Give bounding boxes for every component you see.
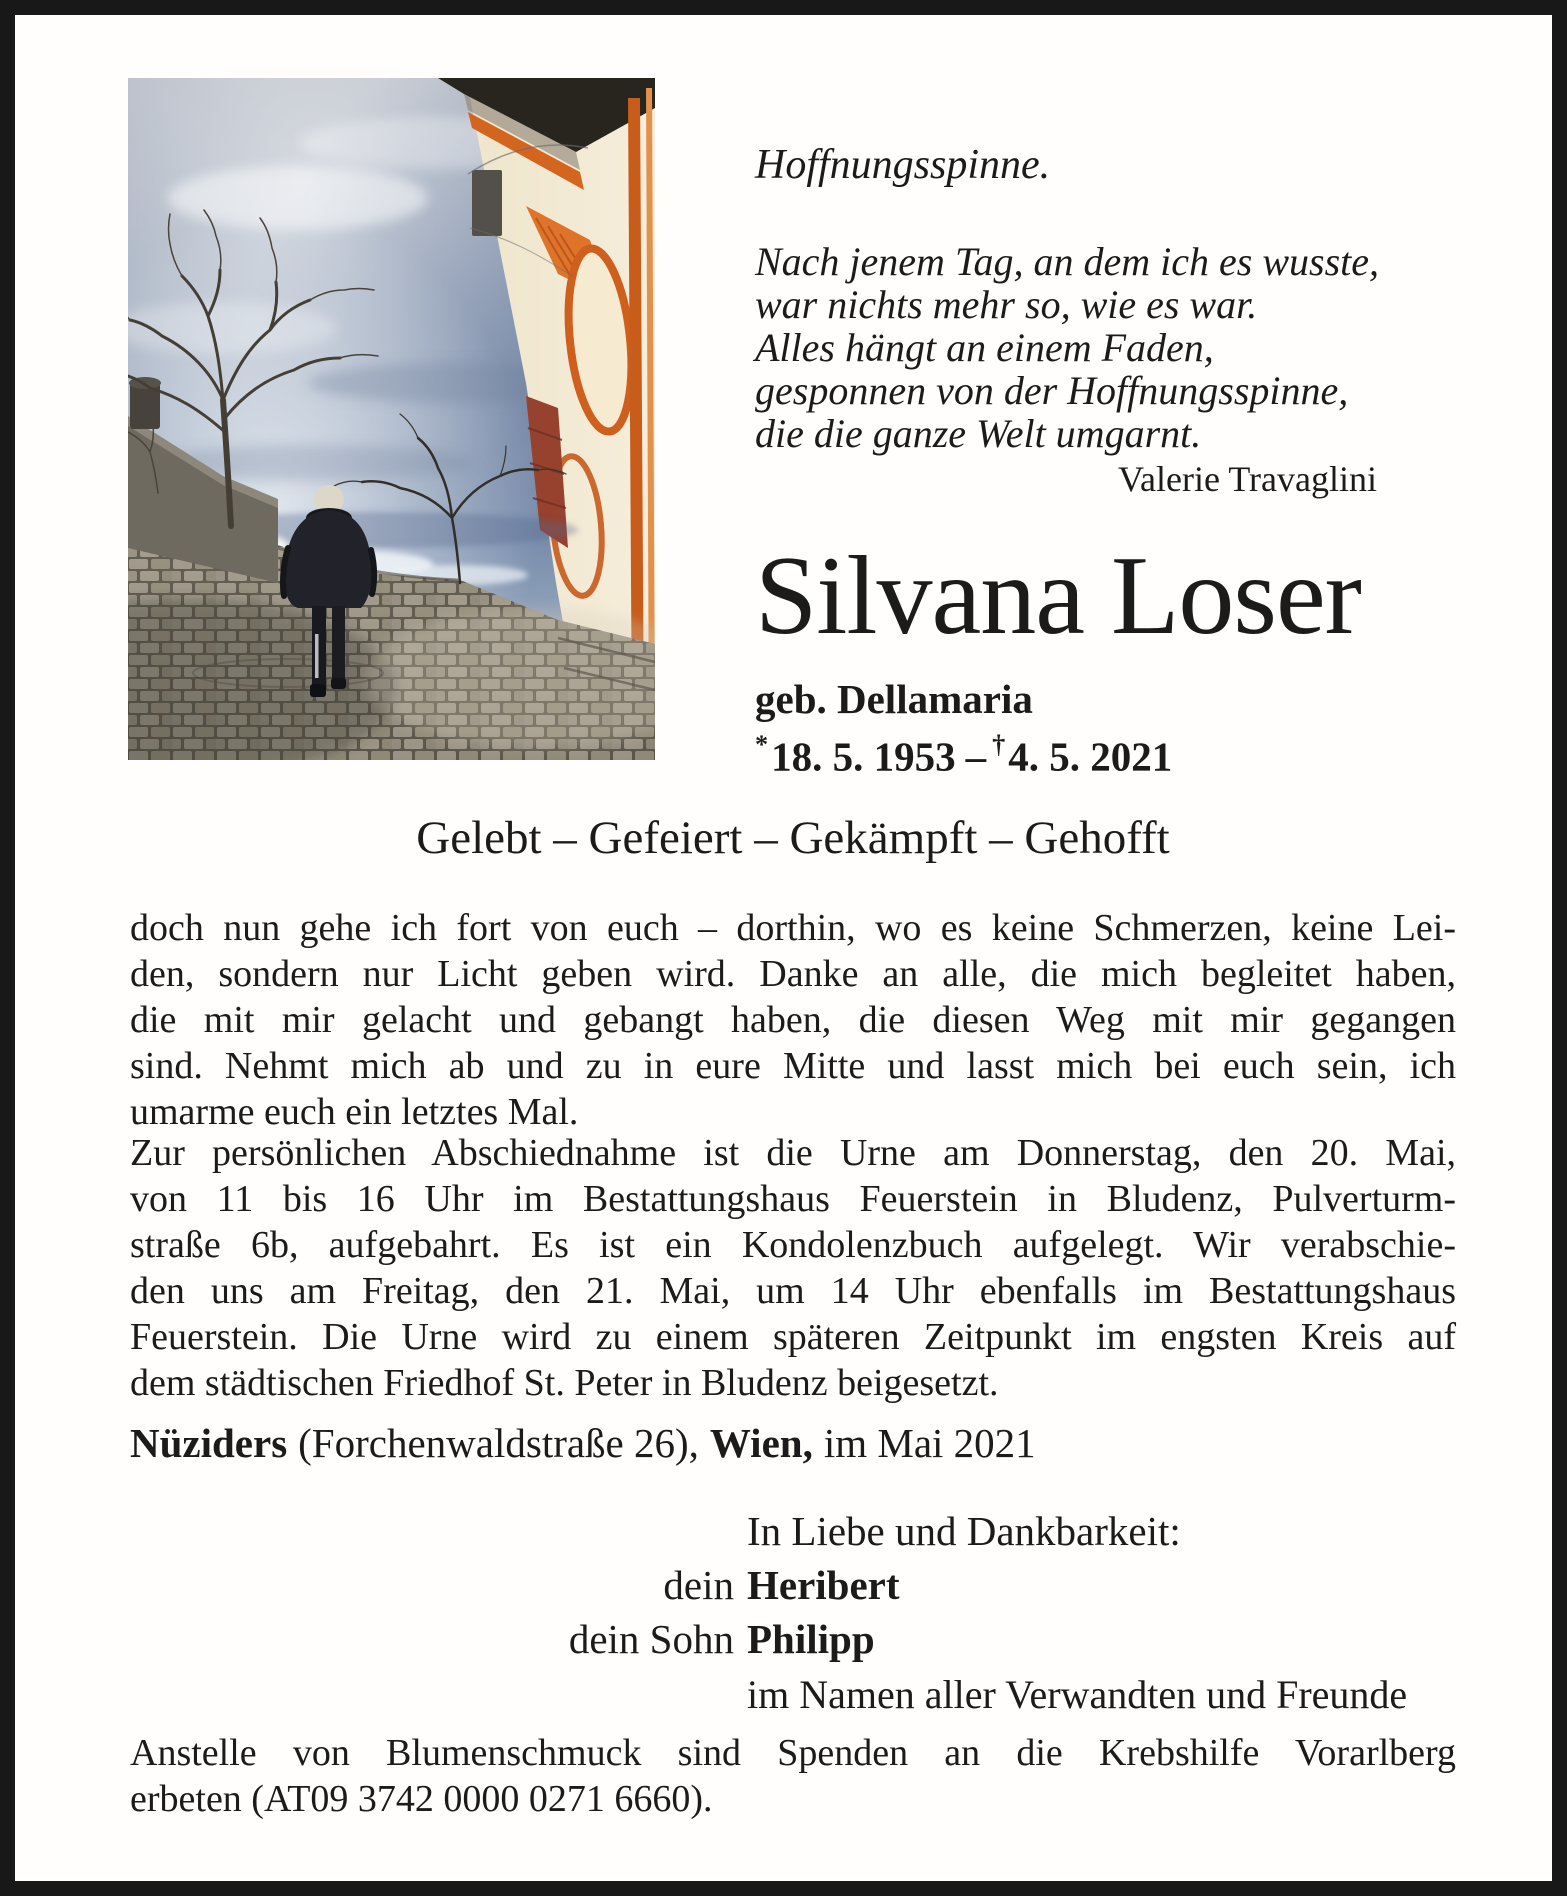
- paragraph-line: straße 6b, aufgebahrt. Es ist ein Kondolenzbuch aufgelegt. Wir verabschie-: [130, 1224, 1456, 1266]
- signature-row: [130, 1559, 1456, 1611]
- paragraph-line: dem städtischen Friedhof St. Peter in Bludenz beigesetzt.: [130, 1362, 999, 1404]
- farewell-paragraph: [130, 905, 1456, 1135]
- birth-symbol: *: [755, 730, 769, 759]
- paragraph-line: Feuerstein. Die Urne wird zu einem späteren Zeitpunkt im engsten Kreis auf: [130, 1316, 1456, 1358]
- location-place-primary: Nüziders: [130, 1420, 288, 1466]
- signature-prefix: dein Sohn: [568, 1616, 734, 1662]
- donation-paragraph: [130, 1730, 1456, 1822]
- life-dates: [755, 722, 1172, 779]
- poem-line: gesponnen von der Hoffnungsspinne,: [755, 368, 1349, 413]
- poem-attribution: Valerie Travaglini: [1118, 459, 1377, 499]
- paragraph-line: umarme euch ein letztes Mal.: [130, 1091, 579, 1133]
- signature-block: [130, 1505, 1456, 1721]
- poem-block: [755, 142, 1465, 499]
- paragraph-line: von 11 bis 16 Uhr im Bestattungshaus Feuerstein in Bludenz, Pulverturm-: [130, 1178, 1456, 1220]
- paragraph-line: Zur persönlichen Abschiednahme ist die Urne am Donnerstag, den 20. Mai,: [130, 1132, 1456, 1174]
- signature-name: Philipp: [747, 1616, 875, 1662]
- location-address: (Forchenwaldstraße 26),: [298, 1420, 699, 1466]
- signature-name: Heribert: [747, 1562, 900, 1608]
- poem-title: Hoffnungsspinne.: [755, 142, 1051, 188]
- dates-separator: –: [965, 733, 987, 780]
- memorial-photo: [128, 78, 655, 760]
- paragraph-line: erbeten (AT09 3742 0000 0271 6660).: [130, 1778, 713, 1820]
- death-date: 4. 5. 2021: [1008, 733, 1173, 780]
- funeral-paragraph: [130, 1130, 1456, 1406]
- death-symbol: †: [992, 730, 1006, 759]
- maiden-name: geb. Dellamaria: [755, 676, 1033, 722]
- poem-line: Nach jenem Tag, an dem ich es wusste,: [755, 239, 1380, 284]
- paragraph-line: doch nun gehe ich fort von euch – dorthin, wo es keine Schmerzen, keine Lei-: [130, 907, 1456, 949]
- poem-line: die die ganze Welt umgarnt.: [755, 411, 1202, 456]
- location-place-secondary: Wien,: [709, 1420, 813, 1466]
- paragraph-line: den, sondern nur Licht geben wird. Danke an alle, die mich begleitet haben,: [130, 953, 1456, 995]
- paragraph-line: Anstelle von Blumenschmuck sind Spenden an die Krebshilfe Vorarlberg: [130, 1732, 1456, 1774]
- signature-heading: In Liebe und Dankbarkeit:: [747, 1508, 1181, 1554]
- tagline: Gelebt – Gefeiert – Gekämpft – Gehofft: [416, 812, 1170, 864]
- signature-footer: im Namen aller Verwandten und Freunde: [747, 1672, 1408, 1717]
- poem-line: war nichts mehr so, wie es war.: [755, 282, 1258, 327]
- paragraph-line: sind. Nehmt mich ab und zu in eure Mitte und lasst mich bei euch sein, ich: [130, 1045, 1456, 1087]
- birth-date: 18. 5. 1953: [771, 733, 956, 780]
- location-date: im Mai 2021: [823, 1420, 1036, 1466]
- location-line: [130, 1418, 1036, 1468]
- signature-row: [130, 1613, 1456, 1665]
- poem-line: Alles hängt an einem Faden,: [755, 325, 1214, 370]
- deceased-name: Silvana Loser: [755, 534, 1361, 658]
- signature-prefix: dein: [663, 1562, 734, 1608]
- paragraph-line: die mit mir gelacht und gebangt haben, die diesen Weg mit mir gegangen: [130, 999, 1456, 1041]
- paragraph-line: den uns am Freitag, den 21. Mai, um 14 Uhr ebenfalls im Bestattungshaus: [130, 1270, 1456, 1312]
